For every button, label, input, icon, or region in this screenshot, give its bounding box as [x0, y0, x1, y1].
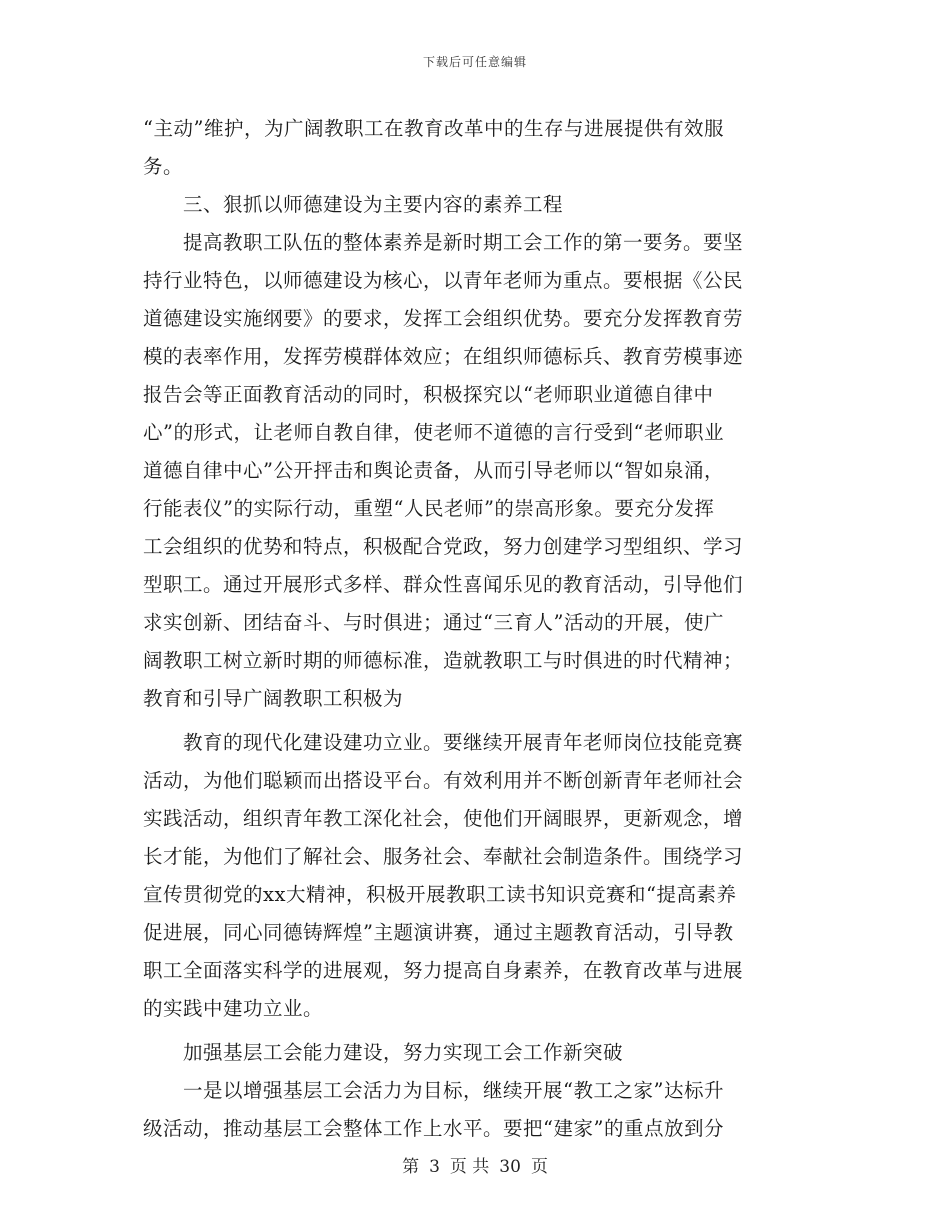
text-line: 行能表仪”的实际行动，重塑“人民老师”的崇高形象。要充分发挥: [143, 497, 715, 520]
text-line: 的实践中建功立业。: [143, 997, 324, 1020]
text-line: 工会组织的优势和特点，积极配合党政，努力创建学习型组织、学习: [143, 535, 744, 558]
text-line: 教育和引导广阔教职工积极为: [143, 687, 404, 710]
text-line: 级活动，推动基层工会整体工作上水平。要把“建家”的重点放到分: [143, 1117, 724, 1140]
section-heading: 三、狠抓以师德建设为主要内容的素养工程: [143, 193, 564, 216]
text-line: 型职工。通过开展形式多样、群众性喜闻乐见的教育活动，引导他们: [143, 573, 744, 596]
page-footer: [0, 1152, 950, 1177]
text-line: 活动，为他们聪颖而出搭设平台。有效利用并不断创新青年老师社会: [143, 769, 744, 792]
text-line: 心”的形式，让老师自教自律，使老师不道德的言行受到“老师职业: [143, 421, 724, 444]
current-page-number: 3: [429, 1157, 440, 1177]
text-line: 促进展，同心同德铸辉煌”主题演讲赛，通过主题教育活动，引导教: [143, 921, 734, 944]
text-line: 实践活动，组织青年教工深化社会，使他们开阔眼界，更新观念，增: [143, 807, 744, 830]
text-line: 一是以增强基层工会活力为目标，继续开展“教工之家”达标升: [143, 1079, 724, 1102]
text-line: “主动”维护，为广阔教职工在教育改革中的生存与进展提供有效服: [143, 117, 724, 140]
text-line: 阔教职工树立新时期的师德标准，造就教职工与时俱进的时代精神；: [143, 649, 744, 672]
text-line: 职工全面落实科学的进展观，努力提高自身素养，在教育改革与进展: [143, 959, 744, 982]
text-line: 道德建设实施纲要》的要求，发挥工会组织优势。要充分发挥教育劳: [143, 307, 744, 330]
text-line: 报告会等正面教育活动的同时，积极探究以“老师职业道德自律中: [143, 383, 714, 406]
text-line: 持行业特色，以师德建设为核心，以青年老师为重点。要根据《公民: [143, 269, 744, 292]
footer-suffix: 页: [530, 1157, 548, 1177]
footer-middle: 页 共: [449, 1157, 490, 1177]
page-header: 下载后可任意编辑: [422, 55, 527, 69]
text-line: 模的表率作用，发挥劳模群体效应；在组织师德标兵、教育劳模事迹: [143, 345, 744, 368]
total-page-count: 30: [499, 1157, 521, 1177]
text-line: 道德自律中心”公开抨击和舆论责备，从而引导老师以“智如泉涌，: [143, 459, 724, 482]
text-line: 求实创新、团结奋斗、与时俱进；通过“三育人”活动的开展，使广: [143, 611, 724, 634]
document-body: [143, 110, 803, 1148]
text-line: 教育的现代化建设建功立业。要继续开展青年老师岗位技能竞赛: [143, 731, 744, 754]
text-line: 务。: [143, 155, 184, 178]
footer-prefix: 第: [402, 1157, 420, 1177]
section-heading: 加强基层工会能力建设，努力实现工会工作新突破: [143, 1041, 624, 1064]
text-line: 宣传贯彻党的xx大精神，积极开展教职工读书知识竞赛和“提高素养: [143, 883, 737, 906]
text-line: 长才能，为他们了解社会、服务社会、奉献社会制造条件。围绕学习: [143, 845, 744, 868]
text-line: 提高教职工队伍的整体素养是新时期工会工作的第一要务。要坚: [143, 231, 744, 254]
